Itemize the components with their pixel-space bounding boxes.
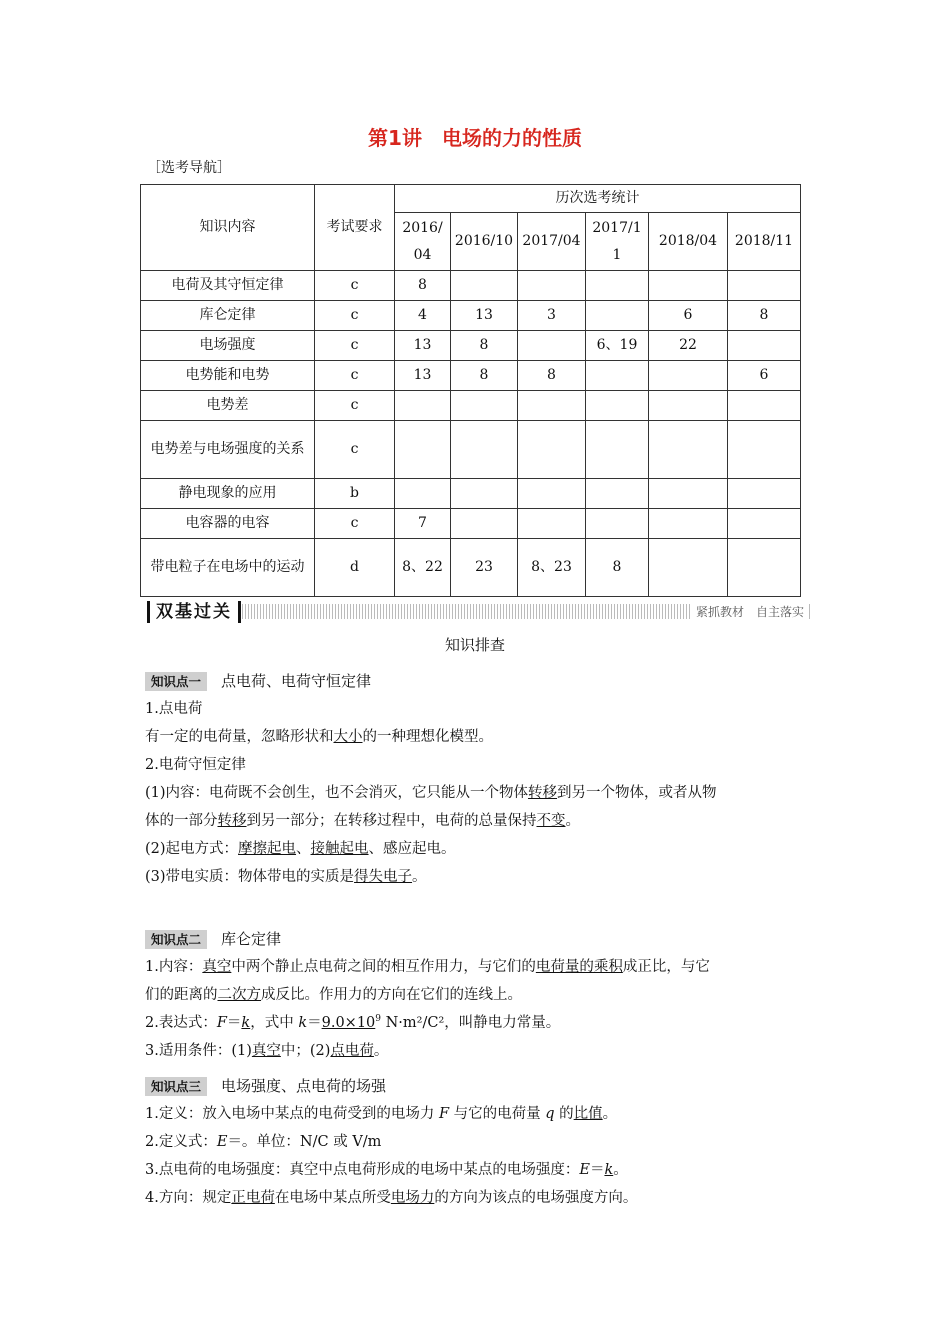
- cell-value: [728, 539, 801, 597]
- table-row: [141, 301, 801, 331]
- cell-topic: 电势差与电场强度的关系: [141, 421, 315, 479]
- cell-requirement: c: [315, 421, 395, 479]
- cell-value: 8: [518, 361, 586, 391]
- cell-value: [728, 479, 801, 509]
- paragraph: 3.点电荷的电场强度：真空中点电荷形成的电场中某点的电场强度：E＝k。: [145, 1162, 628, 1178]
- cell-value: [586, 509, 649, 539]
- cell-topic: 库仑定律: [141, 301, 315, 331]
- cell-value: [649, 539, 728, 597]
- cell-topic: 电容器的电容: [141, 509, 315, 539]
- cell-value: 6: [649, 301, 728, 331]
- table-row: [141, 539, 801, 597]
- cell-value: 13: [451, 301, 518, 331]
- header-year: 2016/10: [451, 213, 518, 271]
- cell-requirement: d: [315, 539, 395, 597]
- header-year: 2018/04: [649, 213, 728, 271]
- cell-value: [395, 479, 451, 509]
- paragraph: 1.定义：放入电场中某点的电荷受到的电场力 F 与它的电荷量 q 的比值。: [145, 1106, 618, 1122]
- kp-badge: 知识点二: [145, 930, 207, 949]
- cell-value: 4: [395, 301, 451, 331]
- cell-value: [649, 479, 728, 509]
- cell-value: [451, 391, 518, 421]
- cell-value: [728, 271, 801, 301]
- cell-value: [728, 331, 801, 361]
- cell-value: [518, 509, 586, 539]
- cell-topic: 电场强度: [141, 331, 315, 361]
- table-row: [141, 361, 801, 391]
- cell-value: [586, 391, 649, 421]
- knowledge-point-2: [145, 925, 815, 1065]
- cell-value: 22: [649, 331, 728, 361]
- section-subtitle: 知识排查: [444, 636, 505, 654]
- header-requirement: 考试要求: [315, 185, 395, 271]
- cell-value: 8、23: [518, 539, 586, 597]
- cell-value: 7: [395, 509, 451, 539]
- cell-value: [586, 271, 649, 301]
- paragraph: 有一定的电荷量，忽略形状和大小的一种理想化模型。: [145, 729, 493, 745]
- cell-value: [451, 271, 518, 301]
- paragraph: 体的一部分转移到另一部分；在转移过程中，电荷的总量保持不变。: [145, 813, 580, 829]
- cell-requirement: b: [315, 479, 395, 509]
- header-knowledge: 知识内容: [141, 185, 315, 271]
- paragraph: (1)内容：电荷既不会创生，也不会消灭，它只能从一个物体转移到另一个物体，或者从物: [145, 785, 717, 801]
- cell-topic: 电势能和电势: [141, 361, 315, 391]
- heading-point-charge: 1.点电荷: [145, 701, 203, 717]
- cell-requirement: c: [315, 331, 395, 361]
- table-row: [141, 271, 801, 301]
- cell-value: [518, 331, 586, 361]
- page-title: 第1讲 电场的力的性质: [368, 126, 582, 150]
- cell-value: [451, 479, 518, 509]
- cell-topic: 静电现象的应用: [141, 479, 315, 509]
- cell-requirement: c: [315, 271, 395, 301]
- cell-requirement: c: [315, 391, 395, 421]
- cell-requirement: c: [315, 301, 395, 331]
- cell-value: 8: [728, 301, 801, 331]
- knowledge-point-3: [145, 1072, 815, 1212]
- paragraph: (3)带电实质：物体带电的实质是得失电子。: [145, 869, 427, 885]
- table-row: [141, 479, 801, 509]
- cell-value: [518, 391, 586, 421]
- table-row: [141, 421, 801, 479]
- table-row: [141, 331, 801, 361]
- cell-value: 6: [728, 361, 801, 391]
- cell-value: [586, 421, 649, 479]
- cell-value: [451, 509, 518, 539]
- kp-title: 库仑定律: [221, 930, 282, 948]
- kp-title: 点电荷、电荷守恒定律: [221, 672, 372, 690]
- cell-value: [649, 509, 728, 539]
- cell-value: [649, 271, 728, 301]
- cell-requirement: c: [315, 509, 395, 539]
- formula-line: 2.表达式：F＝k，式中 $k=9.0\times 10^9$ N·m²/C²，叫静电力常量。: [145, 1014, 561, 1031]
- cell-topic: 电势差: [141, 391, 315, 421]
- cell-value: [518, 479, 586, 509]
- knowledge-point-1: [145, 667, 815, 891]
- cell-value: 13: [395, 331, 451, 361]
- table-row: [141, 509, 801, 539]
- header-year: 2017/04: [518, 213, 586, 271]
- cell-requirement: c: [315, 361, 395, 391]
- header-year: 2016/04: [395, 213, 451, 271]
- cell-value: [728, 421, 801, 479]
- banner-tag: 紧抓教材 自主落实: [692, 601, 808, 623]
- cell-value: 23: [451, 539, 518, 597]
- header-exam-stats: 历次选考统计: [395, 185, 801, 213]
- paragraph: (2)起电方式：摩擦起电、接触起电、感应起电。: [145, 841, 456, 857]
- cell-value: 13: [395, 361, 451, 391]
- table-row: [141, 391, 801, 421]
- section-label-exam-nav: ［选考导航］: [147, 160, 231, 176]
- cell-value: 8: [451, 331, 518, 361]
- cell-value: 6、19: [586, 331, 649, 361]
- cell-value: [518, 421, 586, 479]
- cell-value: 8: [586, 539, 649, 597]
- cell-value: [586, 301, 649, 331]
- header-year: 2018/11: [728, 213, 801, 271]
- cell-value: 3: [518, 301, 586, 331]
- paragraph: 们的距离的二次方成反比。作用力的方向在它们的连线上。: [145, 987, 522, 1003]
- header-year: 2017/11: [586, 213, 649, 271]
- banner-badge: 双基过关: [147, 601, 241, 623]
- cell-value: 8: [451, 361, 518, 391]
- paragraph: 3.适用条件：(1)真空中；(2)点电荷。: [145, 1043, 389, 1059]
- cell-topic: 带电粒子在电场中的运动: [141, 539, 315, 597]
- cell-value: [586, 361, 649, 391]
- cell-value: [586, 479, 649, 509]
- kp-badge: 知识点一: [145, 672, 207, 691]
- kp-badge: 知识点三: [145, 1077, 207, 1096]
- heading-charge-conservation: 2.电荷守恒定律: [145, 757, 246, 773]
- kp-title: 电场强度、点电荷的场强: [221, 1077, 387, 1095]
- cell-value: [518, 271, 586, 301]
- cell-value: [649, 421, 728, 479]
- cell-value: [451, 421, 518, 479]
- exam-stats-table: [140, 184, 801, 597]
- paragraph: 4.方向：规定正电荷在电场中某点所受电场力的方向为该点的电场强度方向。: [145, 1190, 638, 1206]
- paragraph: 1.内容：真空中两个静止点电荷之间的相互作用力，与它们的电荷量的乘积成正比，与它: [145, 959, 710, 975]
- section-banner: [147, 601, 812, 623]
- paragraph: 2.定义式：E＝。单位：N/C 或 V/m: [145, 1134, 382, 1150]
- cell-value: 8、22: [395, 539, 451, 597]
- cell-value: 8: [395, 271, 451, 301]
- cell-topic: 电荷及其守恒定律: [141, 271, 315, 301]
- cell-value: [649, 361, 728, 391]
- cell-value: [728, 391, 801, 421]
- cell-value: [395, 391, 451, 421]
- cell-value: [395, 421, 451, 479]
- cell-value: [728, 509, 801, 539]
- cell-value: [649, 391, 728, 421]
